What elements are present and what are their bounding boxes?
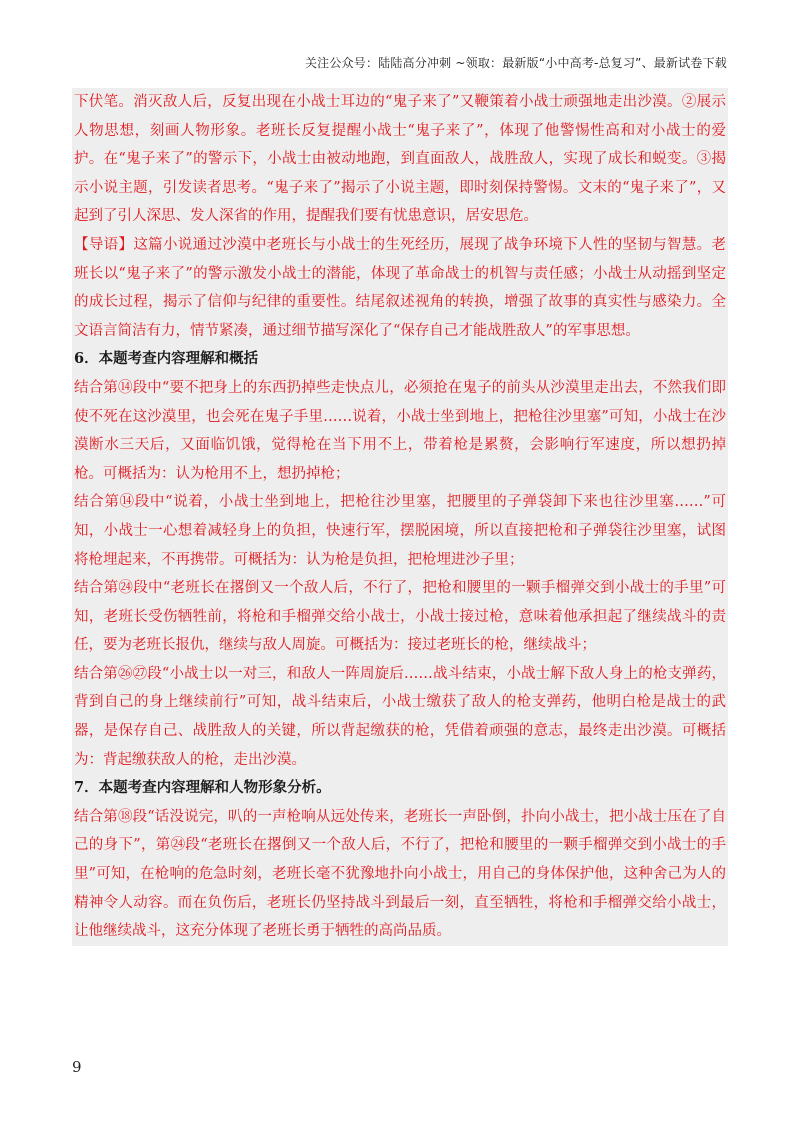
question-6-point-1: 结合第⑭段中“要不把身上的东西扔掉些走快点儿，必须抢在鬼子的前头从沙漠里走出去，不然我们即使不死在这沙漠里，也会死在鬼子手里……说着，小战士坐到地上，把枪往沙里塞”可知，小战士在沙漠断水三天后，又面临饥饿，觉得枪在当下用不上，带着枪是累赘，会影响行军速度，所以想扔掉枪。可概括为：认为枪用不上，想扔掉枪； xyxy=(74,379,726,482)
question-7-answer: 结合第⑱段“话没说完，叭的一声枪响从远处传来，老班长一声卧倒，扑向小战士，把小战士压在了自己的身下”，第㉔段“老班长在撂倒又一个敌人后，不行了，把枪和腰里的一颗手榴弹交到小战士的手里”可知，在枪响的危急时刻，老班长毫不犹豫地扑向小战士，用自己的身体保护他，这种舍己为人的精神令人动容。而在负伤后，老班长仍坚持战斗到最后一刻，直至牺牲，将枪和手榴弹交给小战士，让他继续战斗，这充分体现了老班长勇于牺牲的高尚品质。 xyxy=(74,808,726,940)
answer-content xyxy=(72,88,728,946)
question-6-title: 6．本题考查内容理解和概括 xyxy=(74,350,259,368)
page-header: 关注公众号：陆陆高分冲刺 ~领取：最新版“小中高考-总复习”、最新试卷下载 xyxy=(304,56,727,70)
daoyu-tag: 【导语】 xyxy=(74,236,134,253)
question-6-point-2: 结合第⑭段中“说着，小战士坐到地上，把枪往沙里塞，把腰里的子弹袋卸下来也往沙里塞……”可知，小战士一心想着减轻身上的负担，快速行军，摆脱困境，所以直接把枪和子弹袋往沙里塞，试图将枪埋起来，不再携带。可概括为：认为枪是负担，把枪埋进沙子里； xyxy=(74,494,726,568)
question-6-point-3: 结合第㉔段中“老班长在撂倒又一个敌人后，不行了，把枪和腰里的一颗手榴弹交到小战士的手里”可知，老班长受伤牺牲前，将枪和手榴弹交给小战士，小战士接过枪，意味着他承担起了继续战斗的责任，要为老班长报仇，继续与敌人周旋。可概括为：接过老班长的枪，继续战斗； xyxy=(74,580,726,654)
page-number: 9 xyxy=(72,1058,82,1076)
daoyu-text: 这篇小说通过沙漠中老班长与小战士的生死经历，展现了战争环境下人性的坚韧与智慧。老班长以“鬼子来了”的警示激发小战士的潜能，体现了革命战士的机智与责任感；小战士从动摇到坚定的成长过程，揭示了信仰与纪律的重要性。结尾叙述视角的转换，增强了故事的真实性与感染力。全文语言简洁有力，情节紧凑，通过细节描写深化了“保存自己才能战胜敌人”的军事思想。 xyxy=(74,236,727,339)
analysis-paragraph: 下伏笔。消灭敌人后，反复出现在小战士耳边的“鬼子来了”又鞭策着小战士顽强地走出沙漠。②展示人物思想，刻画人物形象。老班长反复提醒小战士“鬼子来了”，体现了他警惕性高和对小战士的爱护。在“鬼子来了”的警示下，小战士由被动地跑，到直面敌人，战胜敌人，实现了成长和蜕变。③揭示小说主题，引发读者思考。“鬼子来了”揭示了小说主题，即时刻保持警惕。文末的“鬼子来了”，又起到了引人深思、发人深省的作用，提醒我们要有忧患意识，居安思危。 xyxy=(74,94,726,225)
question-6-point-4: 结合第㉖㉗段“小战士以一对三，和敌人一阵周旋后……战斗结束，小战士解下敌人身上的枪支弹药，背到自己的身上继续前行”可知，战斗结束后，小战士缴获了敌人的枪支弹药，他明白枪是战士的武器，是保存自己、战胜敌人的关键，所以背起缴获的枪，凭借着顽强的意志，最终走出沙漠。可概括为：背起缴获敌人的枪，走出沙漠。 xyxy=(74,665,726,768)
question-7-title: 7．本题考查内容理解和人物形象分析。 xyxy=(74,779,331,797)
daoyu-paragraph xyxy=(72,231,728,345)
